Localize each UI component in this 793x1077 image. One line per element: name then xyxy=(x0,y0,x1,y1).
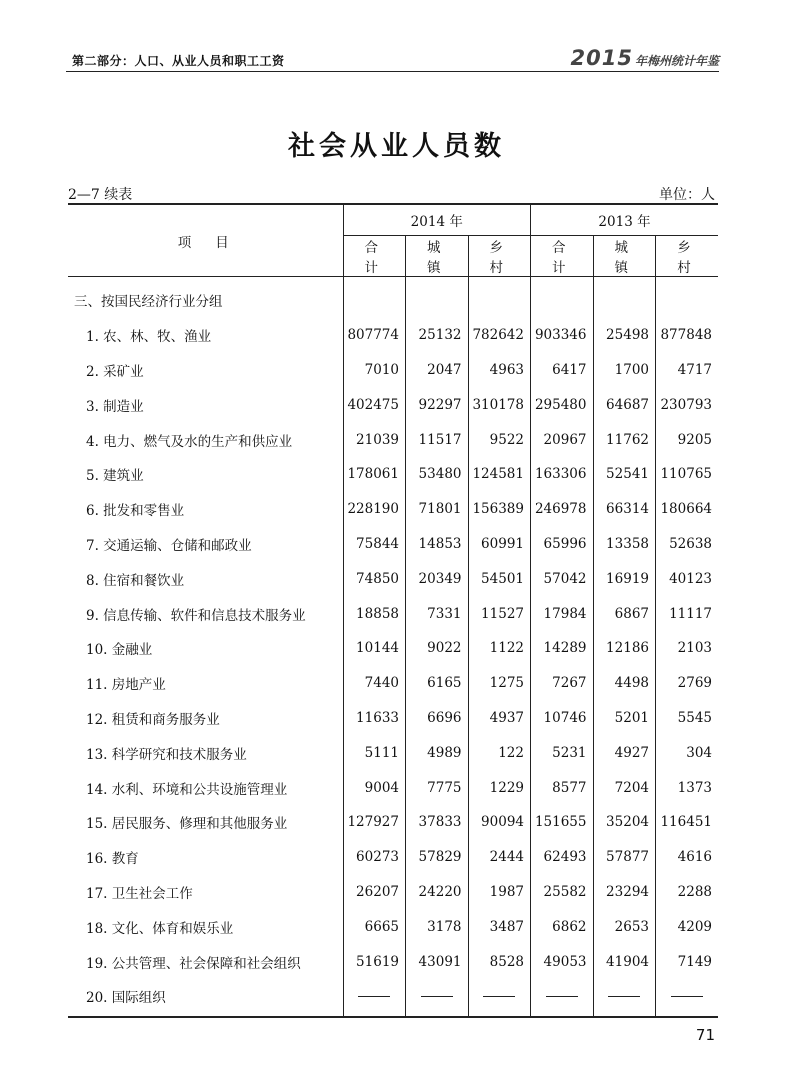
value-cell: 11117 xyxy=(669,605,713,622)
dash-mark xyxy=(608,996,640,997)
industry-label: 10. 金融业 xyxy=(68,631,343,666)
dash-mark xyxy=(421,996,453,997)
yearbook-year: 2015 xyxy=(570,46,633,70)
subheader-urban: 城镇 xyxy=(593,236,656,277)
value-cell: 21039 xyxy=(343,422,406,457)
yearbook-name: 年梅州统计年鉴 xyxy=(634,54,719,68)
empty-cell xyxy=(406,277,469,318)
value-cell: 60273 xyxy=(343,840,406,875)
value-cell: 151655 xyxy=(531,805,594,840)
value-cell: 35204 xyxy=(593,805,656,840)
value-cell: 16919 xyxy=(593,561,656,596)
value-cell: 163306 xyxy=(531,457,594,492)
value-cell: 9205 xyxy=(677,431,713,448)
value-cell: 17984 xyxy=(531,596,594,631)
value-cell: 230793 xyxy=(660,396,713,413)
industry-label: 3. 制造业 xyxy=(68,387,343,422)
table-row xyxy=(68,979,718,1017)
industry-label: 16. 教育 xyxy=(68,840,343,875)
value-cell: 64687 xyxy=(593,387,656,422)
value-cell: 40123 xyxy=(669,570,713,587)
value-cell: 1700 xyxy=(593,353,656,388)
value-cell: 903346 xyxy=(531,318,594,353)
value-cell: 4937 xyxy=(468,701,531,736)
industry-label: 4. 电力、燃气及水的生产和供应业 xyxy=(68,422,343,457)
table-row xyxy=(68,492,718,527)
year-header: 2014 年 xyxy=(343,204,531,236)
value-cell: 782642 xyxy=(468,318,531,353)
value-cell: 2653 xyxy=(593,909,656,944)
value-cell: 71801 xyxy=(406,492,469,527)
value-cell: 54501 xyxy=(468,561,531,596)
table-row xyxy=(68,318,718,353)
value-cell: 6165 xyxy=(406,666,469,701)
value-cell: 310178 xyxy=(468,387,531,422)
value-cell: 52638 xyxy=(669,535,713,552)
table-row xyxy=(68,944,718,979)
value-cell: 53480 xyxy=(406,457,469,492)
table-row xyxy=(68,805,718,840)
value-cell: 4963 xyxy=(468,353,531,388)
subheader-rural: 乡村 xyxy=(656,236,719,277)
value-cell: 7775 xyxy=(406,770,469,805)
page-title: 社会从业人员数 xyxy=(288,131,505,162)
category-row xyxy=(68,277,718,318)
value-cell: 10746 xyxy=(531,701,594,736)
value-cell: 7331 xyxy=(406,596,469,631)
value-cell: 12186 xyxy=(593,631,656,666)
value-cell: 90094 xyxy=(468,805,531,840)
value-cell: 14289 xyxy=(531,631,594,666)
value-cell: 4927 xyxy=(593,735,656,770)
page-number: 71 xyxy=(695,1026,715,1044)
value-cell: 9022 xyxy=(406,631,469,666)
value-cell: 66314 xyxy=(593,492,656,527)
industry-label: 5. 建筑业 xyxy=(68,457,343,492)
value-cell: 180664 xyxy=(660,501,713,518)
subheader-urban: 城镇 xyxy=(406,236,469,277)
empty-cell xyxy=(343,277,406,318)
table-row xyxy=(68,875,718,910)
table-row xyxy=(68,387,718,422)
value-cell: 11762 xyxy=(593,422,656,457)
value-cell: 6696 xyxy=(406,701,469,736)
subheader-total: 合计 xyxy=(531,236,594,277)
value-cell: 5545 xyxy=(677,709,713,726)
header-rule xyxy=(66,71,719,72)
empty-cell xyxy=(468,277,531,318)
subheader-total: 合计 xyxy=(343,236,406,277)
value-cell: 3178 xyxy=(406,909,469,944)
dash-mark xyxy=(546,996,578,997)
value-cell: 24220 xyxy=(406,875,469,910)
no-data-cell xyxy=(406,979,469,1017)
value-cell: 20967 xyxy=(531,422,594,457)
value-cell: 25498 xyxy=(593,318,656,353)
table-row xyxy=(68,631,718,666)
value-cell: 75844 xyxy=(343,527,406,562)
industry-label: 8. 住宿和餐饮业 xyxy=(68,561,343,596)
industry-label: 11. 房地产业 xyxy=(68,666,343,701)
value-cell: 74850 xyxy=(343,561,406,596)
value-cell: 124581 xyxy=(468,457,531,492)
value-cell: 5231 xyxy=(531,735,594,770)
dash-mark xyxy=(483,996,515,997)
value-cell: 156389 xyxy=(468,492,531,527)
table-row xyxy=(68,735,718,770)
value-cell: 807774 xyxy=(343,318,406,353)
value-cell: 41904 xyxy=(593,944,656,979)
empty-cell xyxy=(656,277,719,318)
value-cell: 6417 xyxy=(531,353,594,388)
value-cell: 4209 xyxy=(677,918,713,935)
value-cell: 7149 xyxy=(677,953,713,970)
value-cell: 49053 xyxy=(531,944,594,979)
value-cell: 7440 xyxy=(343,666,406,701)
value-cell: 7010 xyxy=(343,353,406,388)
table-row xyxy=(68,422,718,457)
value-cell: 877848 xyxy=(660,327,713,344)
value-cell: 13358 xyxy=(593,527,656,562)
value-cell: 4616 xyxy=(677,849,713,866)
dash-mark xyxy=(358,996,390,997)
table-id: 2—7 续表 xyxy=(68,187,133,203)
value-cell: 20349 xyxy=(406,561,469,596)
value-cell: 2288 xyxy=(677,883,713,900)
value-cell: 18858 xyxy=(343,596,406,631)
subheader-rural: 乡村 xyxy=(468,236,531,277)
industry-label: 18. 文化、体育和娱乐业 xyxy=(68,909,343,944)
table-row xyxy=(68,909,718,944)
table-row xyxy=(68,527,718,562)
value-cell: 2769 xyxy=(677,675,713,692)
value-cell: 25132 xyxy=(406,318,469,353)
industry-label: 6. 批发和零售业 xyxy=(68,492,343,527)
value-cell: 6867 xyxy=(593,596,656,631)
value-cell: 65996 xyxy=(531,527,594,562)
value-cell: 295480 xyxy=(531,387,594,422)
value-cell: 4498 xyxy=(593,666,656,701)
value-cell: 1229 xyxy=(468,770,531,805)
value-cell: 51619 xyxy=(343,944,406,979)
value-cell: 110765 xyxy=(660,466,713,483)
industry-label: 9. 信息传输、软件和信息技术服务业 xyxy=(68,596,343,631)
empty-cell xyxy=(593,277,656,318)
value-cell: 5201 xyxy=(593,701,656,736)
value-cell: 2444 xyxy=(468,840,531,875)
value-cell: 2047 xyxy=(406,353,469,388)
industry-label: 15. 居民服务、修理和其他服务业 xyxy=(68,805,343,840)
industry-label: 12. 租赁和商务服务业 xyxy=(68,701,343,736)
value-cell: 8528 xyxy=(468,944,531,979)
value-cell: 1987 xyxy=(468,875,531,910)
table-row xyxy=(68,666,718,701)
no-data-cell xyxy=(343,979,406,1017)
industry-label: 17. 卫生社会工作 xyxy=(68,875,343,910)
no-data-cell xyxy=(531,979,594,1017)
value-cell: 57829 xyxy=(406,840,469,875)
value-cell: 5111 xyxy=(343,735,406,770)
no-data-cell xyxy=(593,979,656,1017)
running-header-section: 第二部分：人口、从业人员和职工工资 xyxy=(72,54,285,68)
value-cell: 25582 xyxy=(531,875,594,910)
table-row xyxy=(68,596,718,631)
value-cell: 11527 xyxy=(468,596,531,631)
table-row xyxy=(68,840,718,875)
industry-label: 19. 公共管理、社会保障和社会组织 xyxy=(68,944,343,979)
value-cell: 127927 xyxy=(343,805,406,840)
table-row xyxy=(68,701,718,736)
no-data-cell xyxy=(468,979,531,1017)
value-cell: 9004 xyxy=(343,770,406,805)
running-header-yearbook xyxy=(571,46,719,70)
value-cell: 7267 xyxy=(531,666,594,701)
dash-mark xyxy=(671,996,703,997)
employment-table xyxy=(68,203,718,1018)
value-cell: 57877 xyxy=(593,840,656,875)
industry-label: 1. 农、林、牧、渔业 xyxy=(68,318,343,353)
value-cell: 11633 xyxy=(343,701,406,736)
table-unit: 单位：人 xyxy=(659,187,715,203)
value-cell: 1122 xyxy=(468,631,531,666)
industry-label: 13. 科学研究和技术服务业 xyxy=(68,735,343,770)
value-cell: 228190 xyxy=(343,492,406,527)
value-cell: 2103 xyxy=(677,640,713,657)
no-data-cell xyxy=(656,979,719,1017)
value-cell: 1275 xyxy=(468,666,531,701)
value-cell: 402475 xyxy=(343,387,406,422)
value-cell: 9522 xyxy=(468,422,531,457)
value-cell: 6665 xyxy=(343,909,406,944)
table-row xyxy=(68,353,718,388)
value-cell: 43091 xyxy=(406,944,469,979)
value-cell: 246978 xyxy=(531,492,594,527)
value-cell: 10144 xyxy=(343,631,406,666)
value-cell: 14853 xyxy=(406,527,469,562)
value-cell: 8577 xyxy=(531,770,594,805)
category-label: 三、按国民经济行业分组 xyxy=(68,277,343,318)
value-cell: 6862 xyxy=(531,909,594,944)
value-cell: 1373 xyxy=(677,779,713,796)
value-cell: 4989 xyxy=(406,735,469,770)
value-cell: 11517 xyxy=(406,422,469,457)
value-cell: 52541 xyxy=(593,457,656,492)
value-cell: 3487 xyxy=(468,909,531,944)
value-cell: 60991 xyxy=(468,527,531,562)
value-cell: 62493 xyxy=(531,840,594,875)
value-cell: 37833 xyxy=(406,805,469,840)
value-cell: 4717 xyxy=(677,361,713,378)
value-cell: 23294 xyxy=(593,875,656,910)
empty-cell xyxy=(531,277,594,318)
year-header: 2013 年 xyxy=(531,204,719,236)
value-cell: 26207 xyxy=(343,875,406,910)
value-cell: 92297 xyxy=(406,387,469,422)
table-row xyxy=(68,770,718,805)
value-cell: 57042 xyxy=(531,561,594,596)
industry-label: 2. 采矿业 xyxy=(68,353,343,388)
value-cell: 122 xyxy=(468,735,531,770)
value-cell: 178061 xyxy=(343,457,406,492)
table-row xyxy=(68,457,718,492)
industry-label: 14. 水利、环境和公共设施管理业 xyxy=(68,770,343,805)
industry-label: 7. 交通运输、仓储和邮政业 xyxy=(68,527,343,562)
value-cell: 116451 xyxy=(660,814,713,831)
value-cell: 304 xyxy=(686,744,713,761)
table-row xyxy=(68,561,718,596)
value-cell: 7204 xyxy=(593,770,656,805)
item-header: 项目 xyxy=(68,204,343,277)
industry-label: 20. 国际组织 xyxy=(68,979,343,1017)
